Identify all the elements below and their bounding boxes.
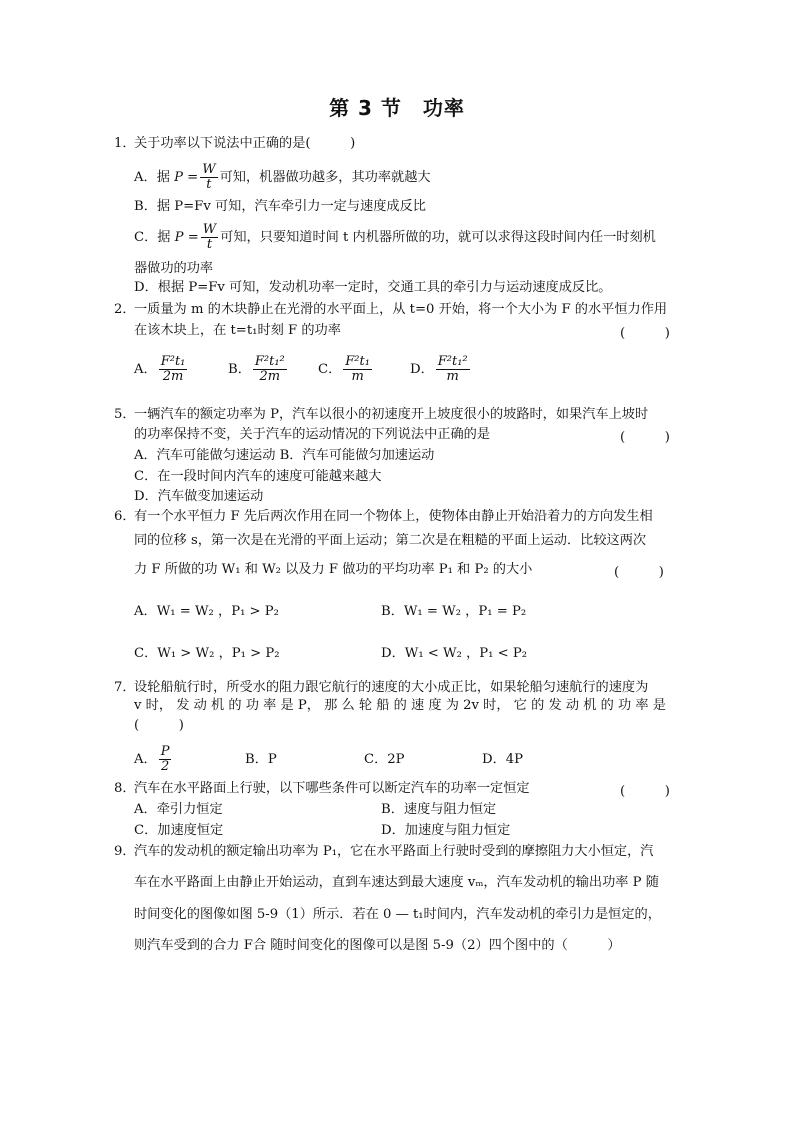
question-5-line-1: 5．一辆汽车的额定功率为 P，汽车以很小的初速度开上坡度很小的坡路时，如果汽车上坡时	[114, 407, 649, 422]
question-number: 6．	[114, 509, 136, 524]
question-2-line-2: 在该木块上，在 t=t₁时刻 F 的功率	[134, 323, 341, 338]
question-1-option-a: A．据 P = $\frac{W}{t}$ 可知，机器做功越多，其功率就越大	[134, 162, 431, 192]
answer-parentheses: ( )	[620, 430, 670, 445]
question-number: 2．	[114, 302, 136, 317]
fraction: $\frac{\text{F²t₁²}}{m}$	[437, 354, 468, 384]
question-2-option-a: A． $\frac{\text{F²t₁}}{2m}$	[134, 354, 186, 384]
question-2-option-c: C． $\frac{\text{F²t₁}}{m}$	[318, 354, 370, 384]
question-7-option-d: D．4P	[482, 752, 524, 767]
page-title: 第 3 节 功率	[329, 96, 465, 120]
answer-parentheses: ( )	[614, 565, 664, 580]
answer-parentheses: ( )	[620, 326, 670, 341]
question-6-option-c: C．W₁ > W₂ ，P₁ > P₂	[134, 646, 280, 661]
question-5-option-c: C．在一段时间内汽车的速度可能越来越大	[134, 469, 382, 484]
question-1-stem: 1．关于功率以下说法中正确的是( )	[114, 136, 356, 151]
question-9-line-4: 则汽车受到的合力 F合 随时间变化的图像可以是图 5-9（2）四个图中的（ ）	[134, 938, 621, 953]
question-number: 5．	[114, 407, 136, 422]
fraction: $\frac{\text{F²t₁}}{m}$	[345, 354, 370, 384]
question-9-line-3: 时间变化的图像如图 5-9（1）所示．若在 0 — t₁时间内，汽车发动机的牵引力是恒定的，	[134, 907, 661, 922]
question-1-option-c: C．据 P = $\frac{W}{t}$ 可知，只要知道时间 t 内机器所做的功，就可以求得这段时间内任一时刻机	[134, 222, 656, 252]
question-5-options-ab: A．汽车可能做匀速运动 B．汽车可能做匀加速运动	[134, 448, 435, 463]
question-2-option-d: D． $\frac{\text{F²t₁²}}{m}$	[410, 354, 468, 384]
question-6-option-a: A．W₁ = W₂ ，P₁ > P₂	[134, 604, 279, 619]
question-7-line-2: v 时， 发 动 机 的 功 率 是 P， 那 么 轮 船 的 速 度 为 2v 时， 它 的 发 动 机 的 功 率 是	[134, 698, 666, 713]
question-8-option-d: D．加速度与阻力恒定	[381, 823, 511, 838]
question-1-option-b: B．据 P=Fv 可知，汽车牵引力一定与速度成反比	[134, 199, 426, 214]
question-7-option-b: B．P	[245, 752, 277, 767]
fraction: $\frac{\text{F²t₁²}}{2m}$	[254, 354, 285, 384]
fraction: $\frac{W}{t}$	[202, 162, 216, 192]
question-8-option-c: C．加速度恒定	[134, 823, 224, 838]
question-2-option-b: B． $\frac{\text{F²t₁²}}{2m}$	[228, 354, 285, 384]
question-2-line-1: 2．一质量为 m 的木块静止在光滑的水平面上，从 t=0 开始，将一个大小为 F 的水平恒力作用	[114, 302, 668, 317]
question-9-line-2: 车在水平路面上由静止开始运动，直到车速达到最大速度 vₘ，汽车发动机的输出功率 P 随	[134, 875, 659, 890]
question-7-option-c: C．2P	[364, 752, 405, 767]
fraction: $\frac{\text{F²t₁}}{2m}$	[160, 354, 186, 384]
question-6-line-3: 力 F 所做的功 W₁ 和 W₂ 以及力 F 做功的平均功率 P₁ 和 P₂ 的大小	[134, 562, 533, 577]
question-number: 8．	[114, 781, 136, 796]
question-8-option-a: A．牵引力恒定	[134, 802, 223, 817]
question-8-option-b: B．速度与阻力恒定	[381, 802, 497, 817]
fraction: $\frac{W}{t}$	[202, 222, 217, 252]
question-number: 1．	[114, 136, 136, 151]
question-9-line-1: 9．汽车的发动机的额定输出功率为 P₁，它在水平路面上行驶时受到的摩擦阻力大小恒定，汽	[114, 844, 654, 859]
question-7-option-a: A． $\frac{P}{2}$	[134, 744, 170, 774]
question-number: 9．	[114, 844, 136, 859]
question-6-line-2: 同的位移 s，第一次是在光滑的平面上运动；第二次是在粗糙的平面上运动．比较这两次	[134, 533, 647, 548]
question-1-option-c-continued: 器做功的功率	[134, 261, 214, 276]
question-6-line-1: 6．有一个水平恒力 F 先后两次作用在同一个物体上，使物体由静止开始沿着力的方向发生相	[114, 509, 653, 524]
fraction: $\frac{P}{2}$	[160, 744, 170, 774]
question-5-option-d: D．汽车做变加速运动	[134, 489, 264, 504]
question-5-line-2: 的功率保持不变，关于汽车的运动情况的下列说法中正确的是	[134, 427, 491, 442]
question-8-stem: 8．汽车在水平路面上行驶，以下哪些条件可以断定汽车的功率一定恒定	[114, 781, 530, 796]
question-6-option-b: B．W₁ = W₂ ，P₁ = P₂	[381, 604, 527, 619]
question-1-option-d: D．根据 P=Fv 可知，发动机功率一定时，交通工具的牵引力与运动速度成反比。	[134, 280, 612, 295]
question-7-line-1: 7．设轮船航行时，所受水的阻力跟它航行的速度的大小成正比，如果轮船匀速航行的速度为	[114, 680, 649, 695]
question-number: 7．	[114, 680, 136, 695]
question-7-line-3: ( )	[134, 718, 184, 733]
question-6-option-d: D．W₁ < W₂ ，P₁ < P₂	[381, 646, 528, 661]
answer-parentheses: ( )	[620, 784, 670, 799]
